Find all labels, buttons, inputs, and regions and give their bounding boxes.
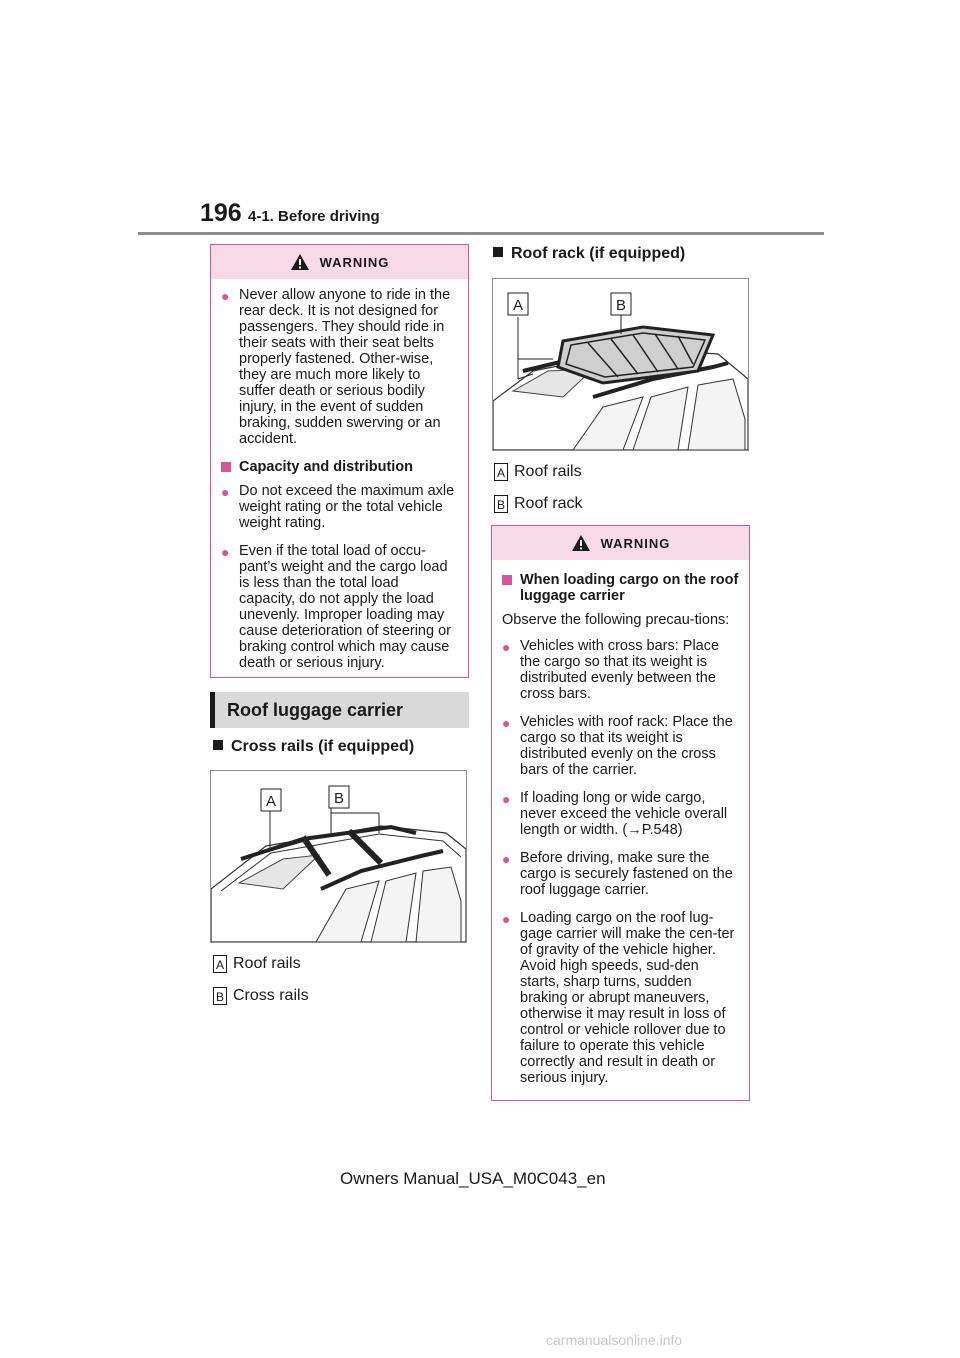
warning-title: WARNING bbox=[319, 254, 390, 270]
page-reference-link[interactable]: P.548) bbox=[641, 822, 683, 838]
legend-text: Roof rack bbox=[514, 495, 583, 512]
bullet-dot-icon: ● bbox=[502, 791, 511, 807]
warning-bullet: ● Before driving, make sure the cargo is securely fastened on the roof luggage carrier. bbox=[502, 850, 733, 898]
warning-header bbox=[211, 245, 468, 279]
bullet-dot-icon: ● bbox=[502, 851, 511, 867]
footer-manual-id: Owners Manual_USA_M0C043_en bbox=[340, 1169, 606, 1188]
square-bullet-icon bbox=[213, 740, 223, 750]
page-number: 196 bbox=[200, 199, 242, 227]
warning-bullet: ● Never allow anyone to ride in the rear deck. It is not designed for passengers. They should ride in their seats with their seat belts properly fastened. Other-wise, they are much more likely to suffer death or serious bodily injury, in the event of sudden braking, sudden swerving or an accident. bbox=[221, 287, 451, 447]
warning-box-1 bbox=[210, 244, 469, 678]
callout-a: A bbox=[512, 297, 524, 314]
callout-a: A bbox=[265, 793, 277, 810]
square-bullet-icon bbox=[493, 247, 503, 257]
arrow-right-icon: → bbox=[627, 822, 642, 838]
legend-item bbox=[213, 985, 309, 1007]
warning-box-2 bbox=[491, 525, 750, 1101]
callout-b: B bbox=[333, 790, 345, 807]
legend-item bbox=[494, 493, 582, 515]
legend-key: B bbox=[494, 495, 508, 513]
legend-item bbox=[213, 953, 301, 975]
warning-subheading: Capacity and distribution bbox=[221, 459, 458, 475]
legend-key: B bbox=[213, 987, 227, 1005]
bullet-dot-icon: ● bbox=[502, 911, 511, 927]
legend-key: A bbox=[494, 463, 508, 481]
cross-rails-figure bbox=[210, 770, 467, 943]
cross-rails-illustration bbox=[211, 771, 466, 942]
warning-subheading: When loading cargo on the roof luggage carrier bbox=[502, 572, 739, 604]
bullet-dot-icon: ● bbox=[502, 639, 511, 655]
warning-bullet: ● Even if the total load of occu-pant’s weight and the cargo load is less than the total load capacity, do not apply the load unevenly. Improper loading may cause deterioration of steering or braking control which may cause death or serious injury. bbox=[221, 543, 451, 671]
legend-key: A bbox=[213, 955, 227, 973]
warning-bullet: ● Vehicles with roof rack: Place the cargo so that its weight is distributed evenly on the cross bars of the carrier. bbox=[502, 714, 733, 778]
roof-rack-figure bbox=[492, 278, 749, 451]
warning-bullet: ● If loading long or wide cargo, never exceed the vehicle overall length or width. (→P.548) bbox=[502, 790, 728, 838]
legend-item bbox=[494, 461, 582, 483]
section-heading-bar: Roof luggage carrier bbox=[210, 692, 469, 728]
callout-b: B bbox=[615, 297, 627, 314]
legend-text: Roof rails bbox=[233, 955, 301, 972]
warning-header bbox=[492, 526, 749, 560]
roof-rack-heading: Roof rack (if equipped) bbox=[493, 243, 685, 265]
warning-bullet: ● Vehicles with cross bars: Place the cargo so that its weight is distributed evenly between the cross bars. bbox=[502, 638, 720, 702]
bullet-dot-icon: ● bbox=[221, 484, 230, 500]
square-bullet-icon bbox=[502, 575, 512, 585]
warning-title: WARNING bbox=[600, 535, 671, 551]
cross-rails-heading: Cross rails (if equipped) bbox=[213, 736, 414, 758]
bullet-dot-icon: ● bbox=[221, 544, 230, 560]
square-bullet-icon bbox=[221, 462, 231, 472]
warning-bullet: ● Loading cargo on the roof lug-gage carrier will make the cen-ter of gravity of the vehicle higher. Avoid high speeds, sud-den starts, sharp turns, sudden braking or abrupt maneuvers, otherwise it may result in loss of control or vehicle rollover due to failure to operate this vehicle correctly and result in death or serious injury. bbox=[502, 910, 735, 1086]
warning-triangle-icon bbox=[571, 534, 591, 552]
warning-triangle-icon bbox=[290, 253, 310, 271]
legend-text: Cross rails bbox=[233, 987, 309, 1004]
header-rule bbox=[138, 232, 824, 235]
roof-rack-illustration bbox=[493, 279, 748, 450]
warning-intro: Observe the following precau-tions: bbox=[502, 612, 730, 628]
legend-text: Roof rails bbox=[514, 463, 582, 480]
watermark: carmanualsonline.info bbox=[546, 1332, 683, 1348]
bullet-dot-icon: ● bbox=[502, 715, 511, 731]
bullet-dot-icon: ● bbox=[221, 288, 230, 304]
section-title: 4-1. Before driving bbox=[248, 208, 380, 225]
warning-bullet: ● Do not exceed the maximum axle weight rating or the total vehicle weight rating. bbox=[221, 483, 455, 531]
